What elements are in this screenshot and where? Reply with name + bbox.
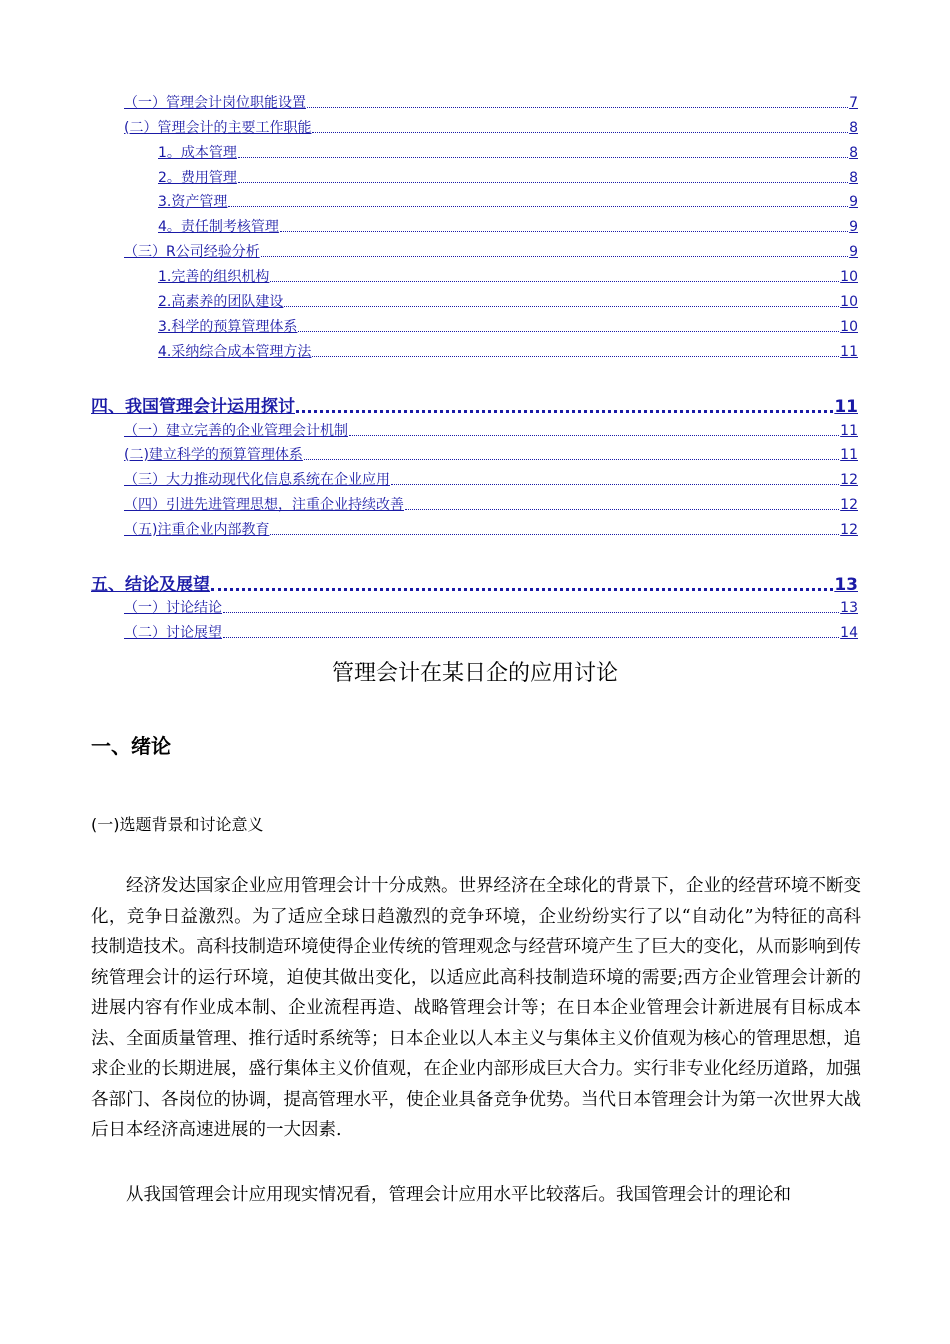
- toc-leader-dots: [280, 230, 848, 232]
- toc-entry[interactable]: [124, 521, 858, 539]
- toc-entry-page: 9: [849, 244, 858, 260]
- toc-entry-label: 3.资产管理: [158, 194, 228, 210]
- toc-entry[interactable]: [158, 169, 858, 187]
- toc-entry-page: 7: [849, 95, 858, 111]
- toc-entry-page: 9: [849, 219, 858, 235]
- document-title: 管理会计在某日企的应用讨论: [331, 661, 618, 686]
- toc-entry-page: 10: [840, 269, 858, 285]
- toc-entry[interactable]: [158, 318, 858, 336]
- toc-entry-label: 3.科学的预算管理体系: [158, 319, 298, 335]
- toc-leader-dots: [238, 181, 848, 183]
- toc-entry-label: 1.完善的组织机构: [158, 269, 270, 285]
- toc-entry[interactable]: [158, 144, 858, 162]
- toc-entry-page: 12: [840, 522, 858, 538]
- toc-entry-page: 8: [849, 145, 858, 161]
- toc-entry[interactable]: [124, 624, 858, 642]
- toc-entry-page: 13: [840, 600, 858, 616]
- toc-entry-page: 8: [849, 170, 858, 186]
- toc-leader-dots: [312, 355, 839, 357]
- toc-entry-label: （四）引进先进管理思想，注重企业持续改善: [124, 497, 404, 513]
- toc-entry-page: 8: [849, 120, 858, 136]
- toc-leader-dots: [223, 611, 839, 613]
- toc-leader-dots: [211, 587, 833, 591]
- toc-entry-page: 10: [840, 319, 858, 335]
- toc-entry[interactable]: [158, 218, 858, 236]
- toc-entry[interactable]: [124, 119, 858, 137]
- toc-entry-label: （五)注重企业内部教育: [124, 522, 270, 538]
- toc-entry-label: （一）管理会计岗位职能设置: [124, 95, 306, 111]
- toc-entry[interactable]: [124, 243, 858, 261]
- toc-entry-label: (二）管理会计的主要工作职能: [124, 120, 312, 136]
- toc-entry-label: （三）大力推动现代化信息系统在企业应用: [124, 472, 390, 488]
- toc-entry-label: 1。成本管理: [158, 145, 237, 161]
- toc-leader-dots: [391, 483, 839, 485]
- toc-entry-label: 2。费用管理: [158, 170, 237, 186]
- toc-leader-dots: [228, 205, 848, 207]
- toc-leader-dots: [296, 409, 833, 413]
- toc-entry-label: 4.采纳综合成本管理方法: [158, 344, 312, 360]
- toc-leader-dots: [312, 131, 848, 133]
- toc-leader-dots: [349, 434, 839, 436]
- toc-chapter-entry[interactable]: [91, 396, 858, 418]
- toc-entry[interactable]: [158, 343, 858, 361]
- toc-entry-label: 2.高素养的团队建设: [158, 294, 284, 310]
- toc-entry-page: 14: [840, 625, 858, 641]
- toc-entry-label: 4。责任制考核管理: [158, 219, 279, 235]
- toc-chapter-entry[interactable]: [91, 574, 858, 596]
- section-heading: 一、绪论: [91, 734, 171, 758]
- toc-entry-page: 12: [840, 472, 858, 488]
- toc-leader-dots: [261, 255, 848, 257]
- toc-leader-dots: [307, 106, 848, 108]
- toc-entry-page: 9: [849, 194, 858, 210]
- toc-entry-page: 11: [834, 397, 858, 417]
- toc-entry-page: 10: [840, 294, 858, 310]
- body-paragraph: 经济发达国家企业应用管理会计十分成熟。世界经济在全球化的背景下，企业的经营环境不断变化，竞争日益激烈。为了适应全球日趋激烈的竞争环境，企业纷纷实行了以“自动化”为特征的高科技制造技术。高科技制造环境使得企业传统的管理观念与经营环境产生了巨大的变化，从而影响到传统管理会计的运行环境，迫使其做出变化，以适应此高科技制造环境的需要;西方企业管理会计新的进展内容有作业成本制、企业流程再造、战略管理会计等；在日本企业管理会计新进展有目标成本法、全面质量管理、推行适时系统等；日本企业以人本主义与集体主义价值观为核心的管理思想，追求企业的长期进展，盛行集体主义价值观，在企业内部形成巨大合力。实行非专业化经历道路，加强各部门、各岗位的协调，提高管理水平，使企业具备竞争优势。当代日本管理会计为第一次世界大战后日本经济高速进展的一大因素.: [91, 876, 861, 1140]
- toc-entry[interactable]: [124, 599, 858, 617]
- toc-entry-page: 11: [840, 344, 858, 360]
- subsection-heading: (一)选题背景和讨论意义: [91, 815, 264, 834]
- toc-entry-label: 五、结论及展望: [91, 575, 210, 595]
- toc-leader-dots: [270, 533, 839, 535]
- toc-entry[interactable]: [124, 94, 858, 112]
- toc-leader-dots: [284, 305, 839, 307]
- toc-entry-label: （一）讨论结论: [124, 600, 222, 616]
- toc-leader-dots: [298, 330, 839, 332]
- toc-entry-page: 11: [840, 423, 858, 439]
- toc-leader-dots: [270, 280, 839, 282]
- toc-entry[interactable]: [158, 268, 858, 286]
- toc-entry[interactable]: [124, 471, 858, 489]
- toc-entry[interactable]: [124, 446, 858, 464]
- toc-leader-dots: [238, 156, 848, 158]
- body-paragraph: 从我国管理会计应用现实情况看，管理会计应用水平比较落后。我国管理会计的理论和: [126, 1185, 791, 1205]
- toc-entry-page: 13: [834, 575, 858, 595]
- toc-leader-dots: [223, 636, 839, 638]
- toc-entry-label: (二)建立科学的预算管理体系: [124, 447, 303, 463]
- toc-entry-label: （一）建立完善的企业管理会计机制: [124, 423, 348, 439]
- toc-leader-dots: [304, 458, 839, 460]
- toc-entry-page: 12: [840, 497, 858, 513]
- toc-entry[interactable]: [124, 496, 858, 514]
- toc-entry-label: （三）R公司经验分析: [124, 244, 260, 260]
- toc-entry-page: 11: [840, 447, 858, 463]
- toc-entry-label: 四、我国管理会计运用探讨: [91, 397, 295, 417]
- toc-entry-label: （二）讨论展望: [124, 625, 222, 641]
- toc-entry[interactable]: [124, 422, 858, 440]
- toc-leader-dots: [405, 508, 839, 510]
- toc-entry[interactable]: [158, 193, 858, 211]
- toc-entry[interactable]: [158, 293, 858, 311]
